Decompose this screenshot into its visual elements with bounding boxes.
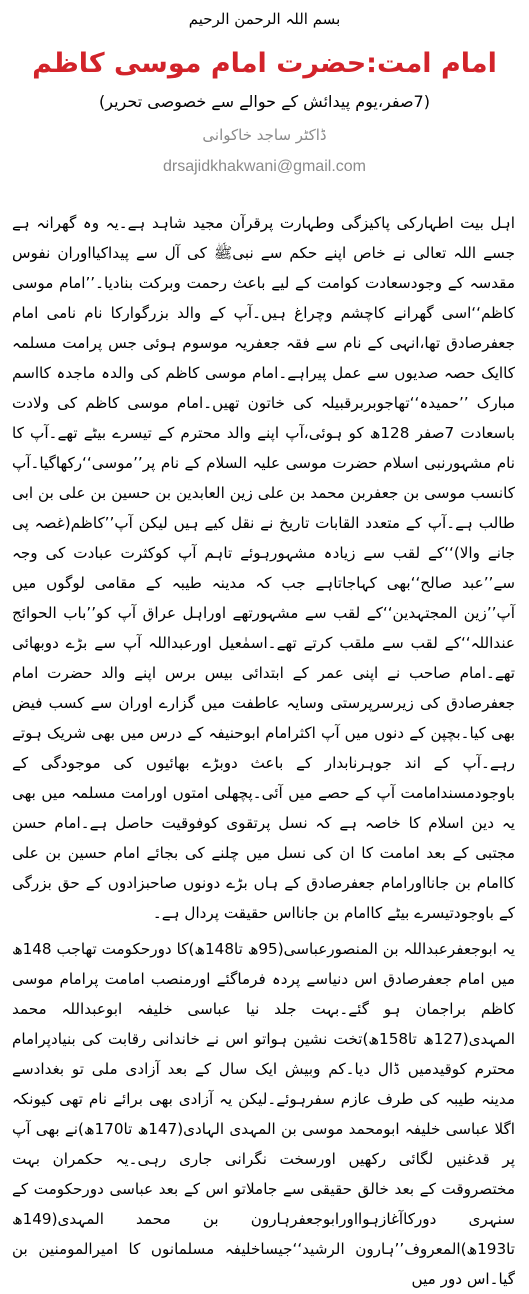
author-name: ڈاکٹر ساجد خاکوانی [202,126,327,144]
body-paragraph-2: یہ ابوجعفرعبداللہ بن المنصورعباسی(95ھ تا148ھ)کا دورحکومت تھاجب 148ھ میں امام جعفرصادق اس دنیاسے پردہ فرماگئے اورمنصب امامت پرامام موسی کاظم براجمان ہو گئے۔بہت جلد نیا عباسی خلیفہ ابوعبداللہ محمد المہدی(127ھ تا158ھ)تخت نشین ہواتو اس نے خاندانی رقابت کی بنیادپرامام محترم کوقیدمیں ڈال دیا۔کم وبیش ایک سال کے بعد آزادی ملی تو بغدادسے مدینہ طیبہ کی طرف عازم سفرہوئے۔لیکن یہ آزادی بھی برائے نام تھی کیونکہ اگلا عباسی خلیفہ ابومحمد موسی بن المہدی الہادی(147ھ تا170ھ)نے بھی آپ پر قدغنیں لگائی رکھیں اورسخت نگرانی جاری رہی۔یہ حکمران بہت مختصروقت کے بعد خالق حقیقی سے جاملاتو اس کے بعد عباسی دورحکومت کے سنہری دورکاآغازہوااورابوجعفرہارون بن محمد المہدی(149ھ تا193ھ)المعروف’’ہارون الرشید‘‘جیساخلیفہ مسلمانوں کا امیرالمومنین بن گیا۔اس دور میں [12,940,515,1288]
author-email[interactable]: drsajidkhakwani@gmail.com [163,158,366,175]
body-paragraph-1: اہل بیت اطہارکی پاکیزگی وطہارت پرقرآن مجید شاہد ہے۔یہ وہ گھرانہ ہے جسے اللہ تعالی نے خاص اپنے حکم سے نبیﷺ کی آل سے پیداکیااوران نفوس مقدسہ کے وجودسعادت کوامت کے لیے باعث رحمت وبرکت بنادیا۔’’امام موسی کاظم‘‘اسی گھرانے کاچشم وچراغ ہیں۔آپ کے والد بزرگوارکا نام نامی امام جعفرصادق تھا،انہی کے نام سے فقہ جعفریہ موسوم ہوئی جس پرامت مسلمہ کاایک حصہ صدیوں سے عمل پیراہے۔امام موسی کاظم کی والدہ ماجدہ کااسم مبارک ’’حمیدہ‘‘تھاجوبربرقبیلہ کی خاتون تھیں۔امام موسی کاظم کی ولادت باسعادت 7صفر 128ھ کو ہوئی،آپ اپنے والد محترم کے تیسرے بیٹے تھے۔آپ کا نام مشہورنبی اسلام حضرت موسی علیہ السلام کے نام پر’’موسی‘‘رکھاگیا۔آپ کانسب موسی بن جعفربن محمد بن علی زین العابدین بن حسین بن علی بن ابی طالب ہے۔آپ کے متعدد القابات تاریخ نے نقل کیے ہیں لیکن آپ’’کاظم(غصہ پی جانے والا)‘‘کے لقب سے زیادہ مشہورہوئے تاہم آپ کوکثرت عبادت کی وجہ سے’’عبد صالح‘‘بھی کہاجاتاہے جب کہ مدینہ طیبہ کے مقامی لوگوں میں آپ’’زین المجتہدین‘‘کے لقب سے مشہورتھے اوراہل عراق آپ کو’’باب الحوائج عنداللہ‘‘کے لقب سے ملقب کرتے تھے۔اسمٰعیل اورعبداللہ آپ سے بڑے دوبھائی تھے۔امام صاحب نے اپنی عمر کے ابتدائی بیس برس اپنے والد حضرت امام جعفرصادق کی زیرسرپرستی وسایہ عاطفت میں گزارے اوران سے کسب فیض بھی کیا۔بچپن کے دنوں میں آپ اکثرامام ابوحنیفہ کے درس میں بھی شریک ہوتے رہے۔آپ کے اند جوہرنابدار کے باعث دوبڑے بھائیوں کی موجودگی کے باوجودمسندامامت آپ کے حصے میں آئی۔پچھلی امتوں اورامت مسلمہ میں بھی یہ دین اسلام کا خاصہ ہے کہ نسل پرتقوی کوفوقیت حاصل ہے۔امام حسن مجتبی کے بعد امامت کا ان کی نسل میں چلنے کی بجائے امام حسین بن علی کاامام بن جانااورامام جعفرصادق کے ہاں بڑے دونوں صاحبزادوں کے حق بزرگی کے باوجودتیسرے بیٹے کاامام بن جانااس حقیقت پردال ہے۔ [12,214,515,922]
article-title: امام امت:حضرت امام موسی کاظم [32,48,497,79]
article-body [12,208,517,1294]
bismillah-heading: بسم اللہ الرحمن الرحیم [188,10,341,28]
article-subtitle: (7صفر،یوم پیدائش کے حوالے سے خصوصی تحریر) [99,92,430,111]
